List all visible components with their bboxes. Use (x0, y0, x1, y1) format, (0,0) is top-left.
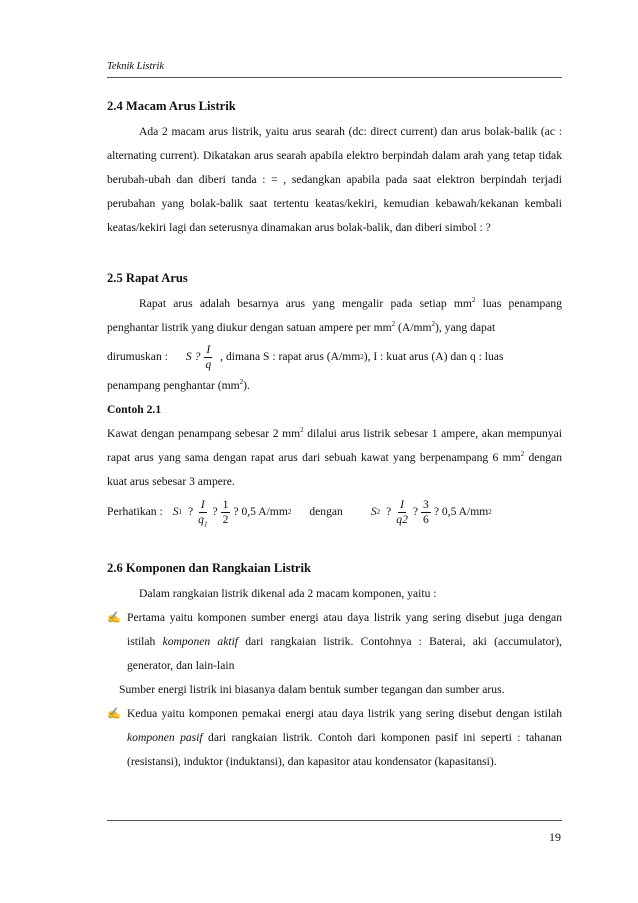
header-rule (107, 77, 562, 78)
paragraph-sumber-energi: Sumber energi listrik ini biasanya dalam bentuk sumber tegangan dan sumber arus. (119, 683, 505, 696)
example-heading: Contoh 2.1 (107, 403, 162, 416)
fraction-1-over-2: $\frac{1}{2}$ (222, 497, 229, 526)
running-header: Teknik Listrik (107, 61, 165, 72)
page-number: 19 (549, 830, 561, 844)
page-content (107, 96, 562, 774)
section-heading-2-6: 2.6 Komponen dan Rangkaian Listrik (107, 561, 312, 575)
writing-hand-icon: ✍ (107, 612, 121, 624)
paragraph-example: Kawat dengan penampang sebesar 2 $mm^2$ dilalui arus listrik sebesar 1 ampere, akan mempunyai rapat arus yang sama dengan rapat arus dari sebuah kawat yang berpenampang 6 $mm^2$ dengan kuat arus sebesar 3 ampere. (107, 426, 562, 488)
example-equations: Perhatikan : S 1 ? $\frac{I}{q_1}$ ? $\frac{1}{2}$ ? 0,5 A/mm 2 dengan S 2 ? $\frac{I}{q2}$ ? $\frac{3}{6}$ ? 0,5 A/mm 2 (107, 497, 492, 528)
writing-hand-icon: ✍ (107, 708, 121, 720)
paragraph-penampang: penampang penghantar $(mm^2)$. (107, 378, 250, 392)
fraction-3-over-6: $\frac{3}{6}$ (423, 497, 429, 526)
paragraph-rapat-arus: Rapat arus adalah besarnya arus yang mengalir pada setiap $mm^2$ luas penampang penghantar listrik yang diukur dengan satuan ampere per $mm^2$ $(A/mm^2)$, yang dapat (107, 296, 562, 334)
footer-rule (107, 820, 562, 821)
component-list-2 (107, 702, 562, 774)
fraction-i-over-q2: $\frac{I}{q2}$ (396, 497, 408, 526)
list-item: ✍ Kedua yaitu komponen pemakai energi atau daya listrik yang sering disebut dengan istilah komponen pasif dari rangkaian listrik. Contoh dari komponen pasif ini seperti : tahanan (resistansi), induktor (induktansi), dan kapasitor atau kondensator (kapasitansi). (107, 702, 562, 774)
section-heading-2-5: 2.5 Rapat Arus (107, 271, 188, 285)
paragraph-komponen-intro: Dalam rangkaian listrik dikenal ada 2 macam komponen, yaitu : (139, 587, 437, 600)
section-heading-2-4: 2.4 Macam Arus Listrik (107, 99, 236, 113)
fraction-i-over-q: $\frac{I}{q}$ (205, 342, 212, 371)
formula-rapat-arus: dirumuskan : S ? $\frac{I}{q}$ , dimana S : rapat arus (A/mm 2 ), I : kuat arus (A) dan q : luas (107, 342, 504, 371)
paragraph-macam-arus: Ada 2 macam arus listrik, yaitu arus searah (dc: direct current) dan arus bolak-balik (ac : alternating current). Dikatakan arus searah apabila elektro berpindah dalam arah yang tetap tidak berubah-ubah dan diberi tanda : = , sedangkan apabila pada saat elektron berpindah terjadi perubahan yang bolak-balik saat tertentu keatas/kekiri, kemudian kebawah/kekanan kembali keatas/kekiri lagi dan seterusnya dinamakan arus bolak-balik, dan diberi simbol : ? (107, 125, 562, 234)
component-list (107, 606, 562, 678)
fraction-i-over-q1: $\frac{I}{q_1}$ (198, 497, 208, 528)
list-item: ✍ Pertama yaitu komponen sumber energi atau daya listrik yang sering disebut juga dengan istilah komponen aktif dari rangkaian listrik. Contohnya : Baterai, aki (accumulator), generator, dan lain-lain (107, 606, 562, 678)
